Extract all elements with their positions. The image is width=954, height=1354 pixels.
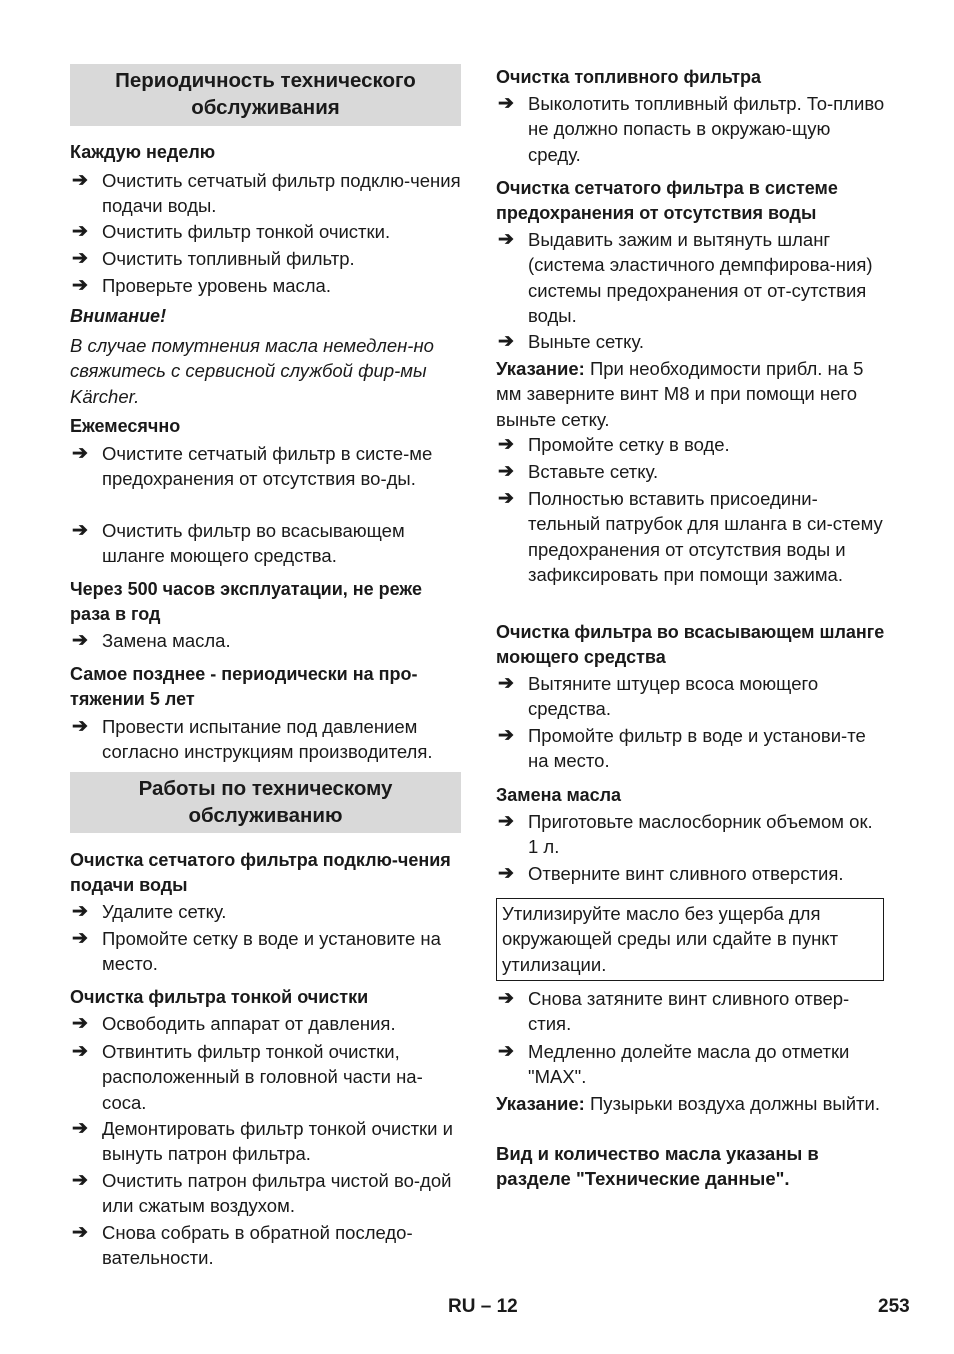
- section-title-maintenance-schedule: [70, 64, 461, 126]
- arrow-right-icon: ➔: [72, 520, 88, 541]
- list-item: ➔ Промойте сетку в воде.: [496, 432, 888, 457]
- page-number: 253: [878, 1296, 910, 1317]
- arrow-right-icon: ➔: [72, 443, 88, 464]
- list-item: ➔ Полностью вставить присоедини-тельный патрубок для шланга в си-стему предохранения от отсутствия воды и зафиксировать при помощи зажима.: [498, 488, 883, 585]
- list-item: ➔ Отверните винт сливного отверстия.: [496, 861, 888, 886]
- arrow-right-icon: ➔: [498, 461, 514, 482]
- note-text: При необходимости прибл. на 5 мм заверните винт М8 и при помощи него выньте сетку.: [496, 358, 864, 430]
- arrow-right-icon: ➔: [498, 988, 514, 1009]
- heading-detergent-filter: Очистка фильтра во всасывающем шланге моющего средства: [496, 622, 885, 667]
- heading-monthly: Ежемесячно: [70, 416, 181, 436]
- list-item: ➔ Вытяните штуцер всоса моющего средства.: [498, 673, 819, 720]
- arrow-right-icon: ➔: [72, 716, 88, 737]
- list-item: ➔ Выколотить топливный фильтр. То-пливо не должно попасть в окружаю-щую среду.: [498, 93, 885, 165]
- list-item: ➔ Демонтировать фильтр тонкой очистки и вынуть патрон фильтра.: [72, 1118, 453, 1165]
- arrow-right-icon: ➔: [72, 1013, 88, 1034]
- oil-spec-reference: Вид и количество масла указаны в разделе "Технические данные".: [496, 1143, 819, 1190]
- list-item: ➔ Очистить топливный фильтр.: [70, 246, 462, 271]
- environment-notice-box: Утилизируйте масло без ущерба для окружающей среды или сдайте в пункт утилизации.: [496, 898, 884, 981]
- attention-text: В случае помутнения масла немедлен-но свяжитесь с сервисной службой фир-мы Kärcher.: [70, 335, 434, 407]
- list-item: ➔ Вставьте сетку.: [496, 459, 888, 484]
- list-item: ➔ Провести испытание под давлением согласно инструкциям производителя.: [72, 716, 433, 763]
- arrow-right-icon: ➔: [72, 1118, 88, 1139]
- list-item: ➔ Очистить сетчатый фильтр подклю-чения подачи воды.: [72, 170, 461, 217]
- list-item: ➔ Выньте сетку.: [496, 329, 888, 354]
- arrow-right-icon: ➔: [72, 630, 88, 651]
- arrow-right-icon: ➔: [72, 1041, 88, 1062]
- heading-oil-change: Замена масла: [496, 785, 622, 805]
- arrow-right-icon: ➔: [498, 488, 514, 509]
- footer-section-label: RU – 12: [448, 1296, 518, 1317]
- arrow-right-icon: ➔: [498, 229, 514, 250]
- arrow-right-icon: ➔: [72, 248, 88, 269]
- heading-fine-filter: Очистка фильтра тонкой очистки: [70, 987, 369, 1007]
- list-item: ➔ Отвинтить фильтр тонкой очистки, расположенный в головной части на-соса.: [72, 1041, 423, 1113]
- section-title-text: Работы по техническому обслуживанию: [138, 777, 393, 827]
- note-label: Указание:: [496, 1093, 585, 1114]
- list-item: ➔ Удалите сетку.: [70, 899, 462, 924]
- list-item: ➔ Приготовьте маслосборник объемом ок. 1 л.: [498, 811, 873, 858]
- note-paragraph: [496, 1091, 888, 1116]
- arrow-right-icon: ➔: [498, 863, 514, 884]
- arrow-right-icon: ➔: [72, 221, 88, 242]
- arrow-right-icon: ➔: [72, 901, 88, 922]
- list-item: ➔ Замена масла.: [70, 628, 462, 653]
- heading-500-hours: Через 500 часов эксплуатации, не реже раза в год: [70, 579, 422, 624]
- list-item: ➔ Снова затяните винт сливного отвер-стия.: [498, 988, 850, 1035]
- heading-mesh-inlet: Очистка сетчатого фильтра подклю-чения подачи воды: [70, 850, 451, 895]
- arrow-right-icon: ➔: [498, 673, 514, 694]
- section-title-maintenance-work: [70, 772, 461, 833]
- arrow-right-icon: ➔: [498, 725, 514, 746]
- heading-mesh-dryrun: Очистка сетчатого фильтра в системе предохранения от отсутствия воды: [496, 178, 838, 223]
- arrow-right-icon: ➔: [72, 928, 88, 949]
- list-item: ➔ Очистите сетчатый фильтр в систе-ме предохранения от отсутствия во-ды.: [72, 443, 433, 490]
- list-item: ➔ Очистить фильтр во всасывающем шланге моющего средства.: [72, 520, 405, 567]
- list-item: ➔ Очистить фильтр тонкой очистки.: [70, 219, 462, 244]
- note-paragraph: [496, 356, 888, 432]
- list-item: ➔ Освободить аппарат от давления.: [70, 1011, 462, 1036]
- arrow-right-icon: ➔: [498, 93, 514, 114]
- arrow-right-icon: ➔: [498, 331, 514, 352]
- note-label: Указание:: [496, 358, 585, 379]
- heading-weekly: Каждую неделю: [70, 142, 216, 162]
- heading-fuel-filter: Очистка топливного фильтра: [496, 67, 762, 87]
- arrow-right-icon: ➔: [72, 275, 88, 296]
- list-item: ➔ Проверьте уровень масла.: [70, 273, 462, 298]
- attention-heading: Внимание!: [70, 306, 167, 326]
- arrow-right-icon: ➔: [498, 811, 514, 832]
- list-item: ➔ Очистить патрон фильтра чистой во-дой или сжатым воздухом.: [72, 1170, 452, 1217]
- arrow-right-icon: ➔: [498, 1041, 514, 1062]
- arrow-right-icon: ➔: [498, 434, 514, 455]
- list-item: ➔ Промойте фильтр в воде и установи-те на место.: [498, 725, 866, 772]
- list-item: ➔ Снова собрать в обратной последо-вательности.: [72, 1222, 413, 1269]
- note-text: Пузырьки воздуха должны выйти.: [584, 1093, 880, 1114]
- arrow-right-icon: ➔: [72, 170, 88, 191]
- list-item: ➔ Медленно долейте масла до отметки "MAX".: [498, 1041, 850, 1088]
- list-item: ➔ Промойте сетку в воде и установите на место.: [72, 928, 441, 975]
- heading-5-years: Самое позднее - периодически на про-тяжении 5 лет: [70, 664, 418, 709]
- arrow-right-icon: ➔: [72, 1222, 88, 1243]
- section-title-text: Периодичность технического обслуживания: [115, 69, 416, 119]
- list-item: ➔ Выдавить зажим и вытянуть шланг (система эластичного демпфирова-ния) системы предохранения от от-сутствия воды.: [498, 229, 873, 326]
- arrow-right-icon: ➔: [72, 1170, 88, 1191]
